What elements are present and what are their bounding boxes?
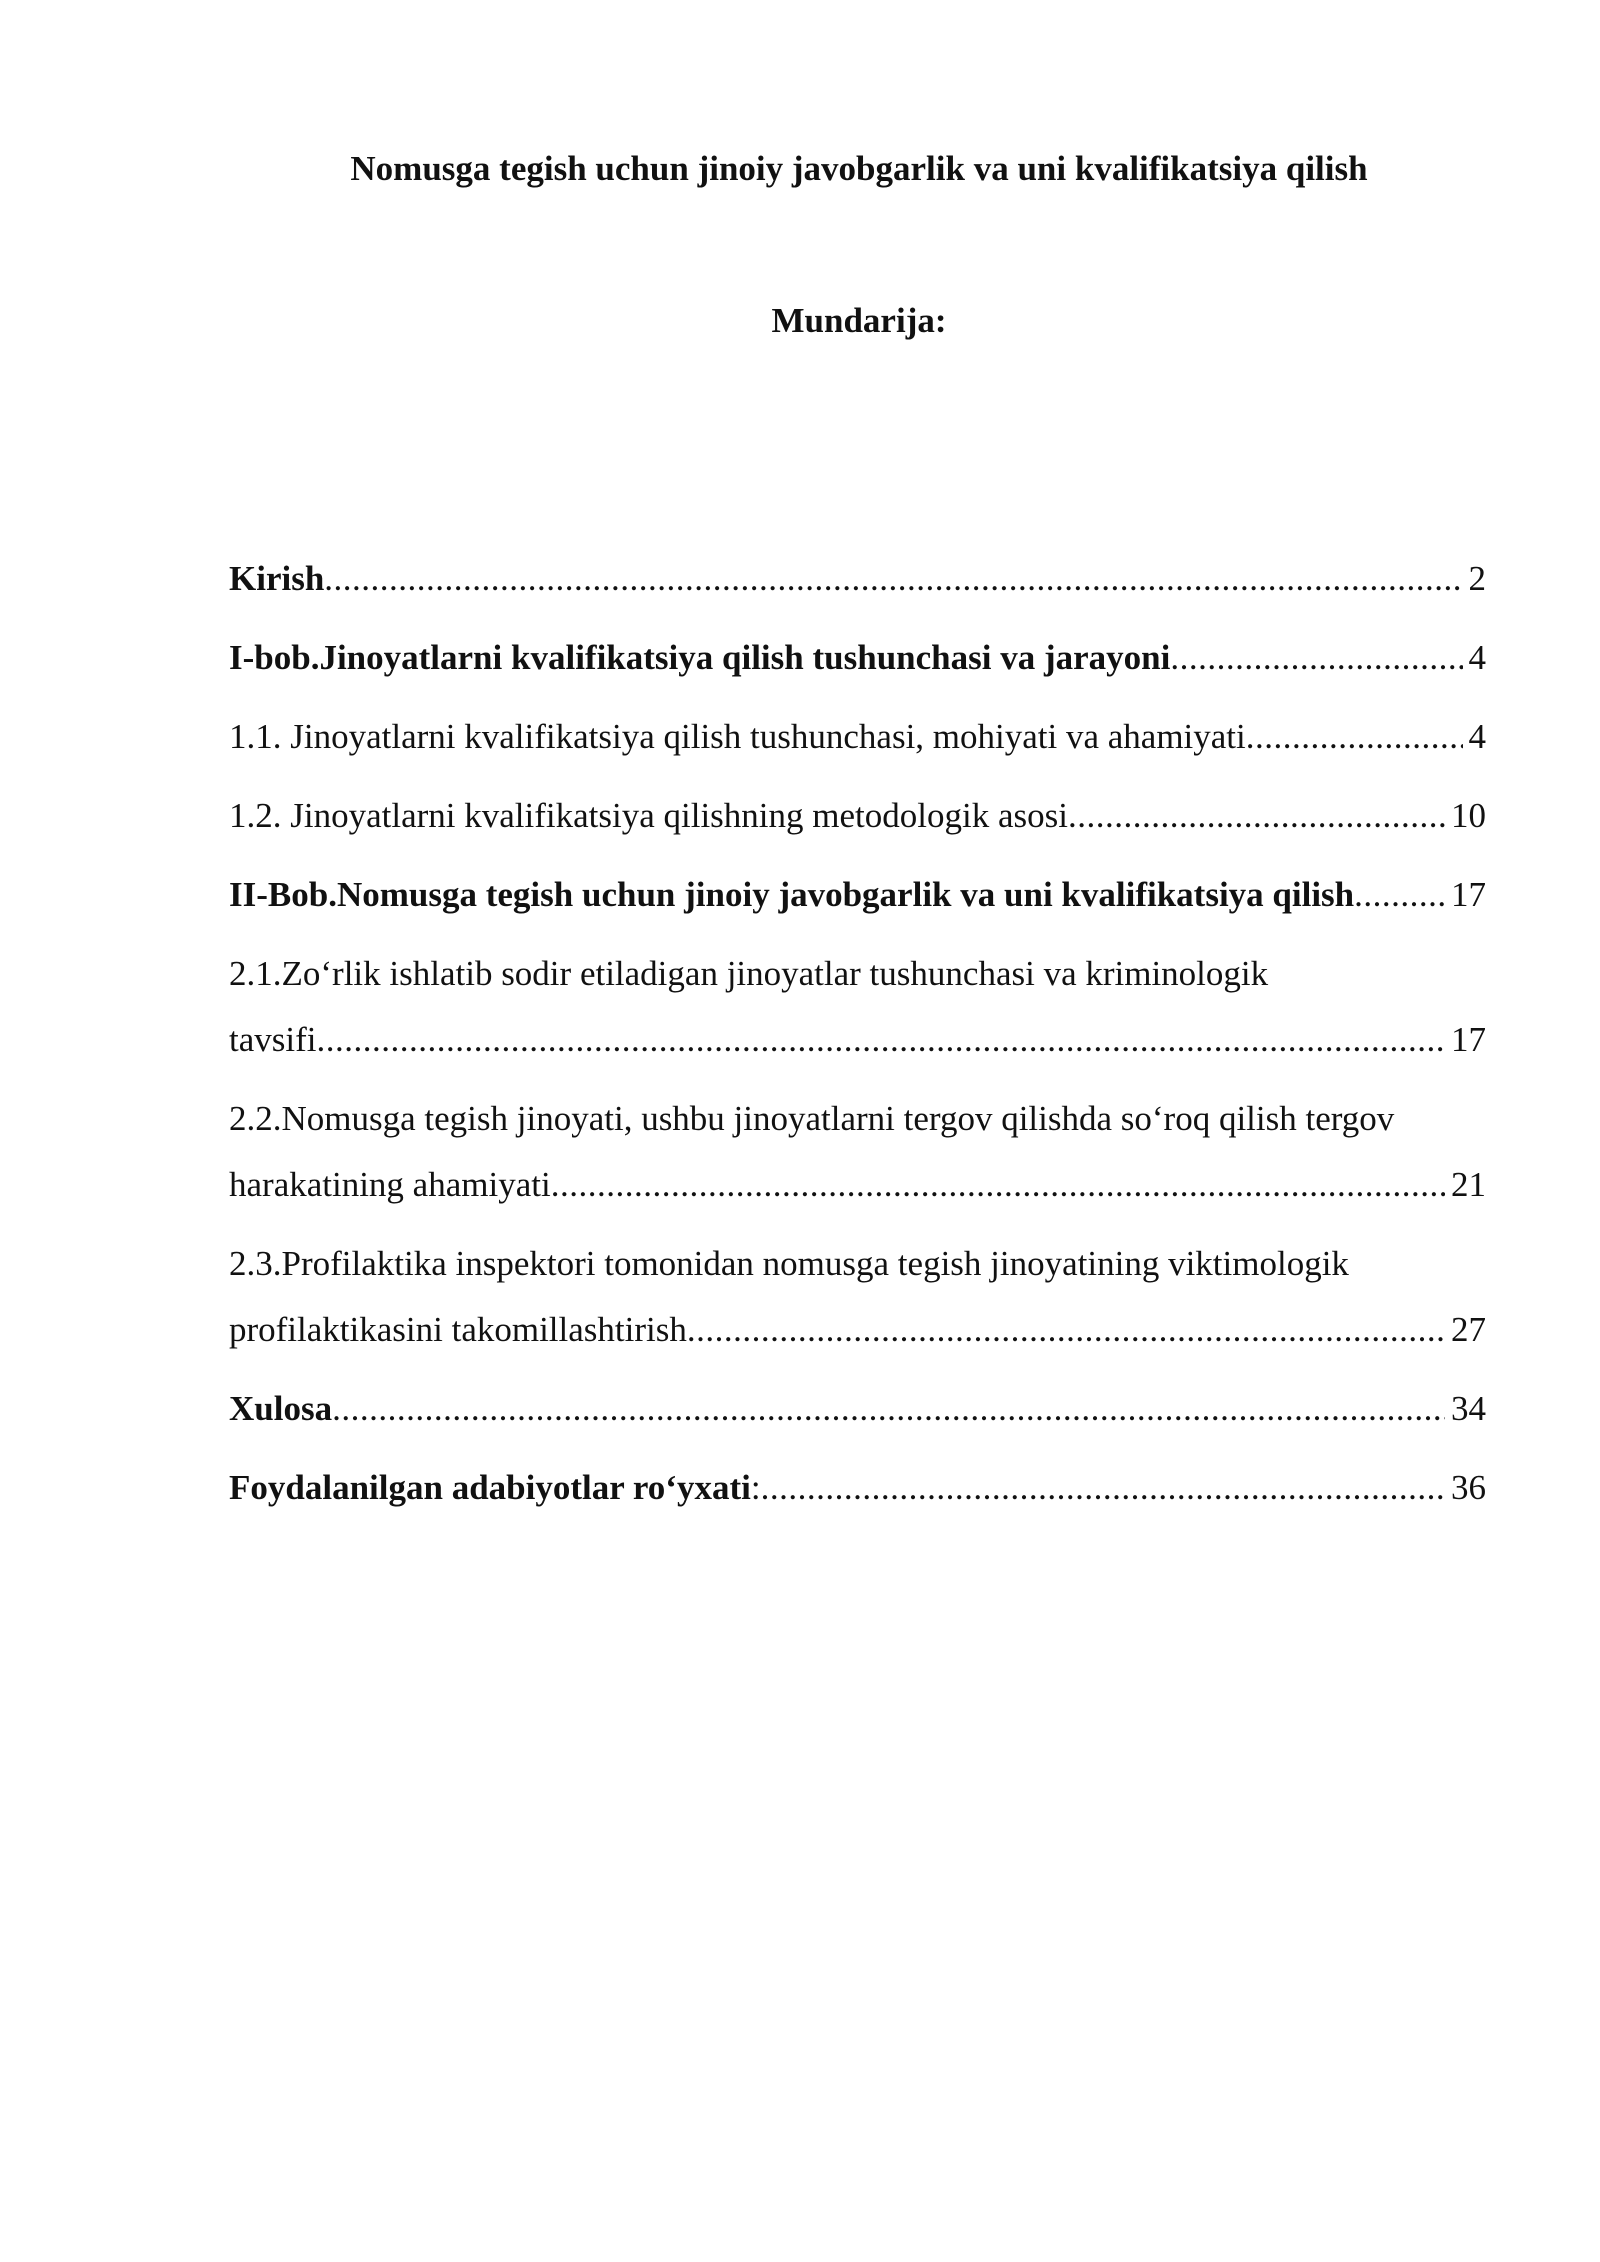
- toc-entry-chapter-1[interactable]: [229, 625, 1486, 691]
- toc-page-number: 34: [1451, 1389, 1486, 1428]
- dot-leader: [761, 1455, 1445, 1521]
- toc-entry-label: Xulosa: [229, 1389, 333, 1428]
- dot-leader: [1170, 625, 1462, 691]
- toc-page-number: 4: [1468, 717, 1486, 756]
- toc-entry-label-suffix: :: [750, 1468, 761, 1507]
- toc-entry-label-line-2: tavsifi: [229, 1020, 317, 1059]
- dot-leader: [687, 1297, 1445, 1363]
- toc-page-number: 10: [1451, 796, 1486, 835]
- toc-entry-section-2-1[interactable]: [229, 941, 1486, 1073]
- toc-entry-last-line: [229, 1152, 1486, 1218]
- table-of-contents: [229, 546, 1486, 1534]
- toc-entry-section-1-1[interactable]: [229, 704, 1486, 770]
- toc-entry-label-line-2: harakatining ahamiyati: [229, 1165, 551, 1204]
- toc-entry-section-2-2[interactable]: [229, 1086, 1486, 1218]
- toc-entry-references[interactable]: [229, 1455, 1486, 1521]
- toc-entry-label-line-2: profilaktikasini takomillashtirish: [229, 1310, 687, 1349]
- dot-leader: [1354, 862, 1445, 928]
- toc-page-number: 27: [1451, 1310, 1486, 1349]
- toc-page-number: 36: [1451, 1468, 1486, 1507]
- toc-entry-xulosa[interactable]: [229, 1376, 1486, 1442]
- toc-entry-last-line: [229, 1007, 1486, 1073]
- dot-leader: [1068, 783, 1445, 849]
- toc-heading: Mundarija:: [771, 301, 947, 340]
- toc-page-number: 17: [1451, 875, 1486, 914]
- toc-entry-label-line-1: 2.2.Nomusga tegish jinoyati, ushbu jinoyatlarni tergov qilishda so‘roq qilish tergov: [229, 1099, 1395, 1138]
- toc-entry-chapter-2[interactable]: [229, 862, 1486, 928]
- toc-entry-section-2-3[interactable]: [229, 1231, 1486, 1363]
- toc-page-number: 17: [1451, 1020, 1486, 1059]
- toc-entry-label-line-1: 2.3.Profilaktika inspektori tomonidan nomusga tegish jinoyatining viktimologik: [229, 1244, 1349, 1283]
- toc-page-number: 4: [1468, 638, 1486, 677]
- dot-leader: [551, 1152, 1445, 1218]
- toc-entry-label: II-Bob.Nomusga tegish uchun jinoiy javobgarlik va uni kvalifikatsiya qilish: [229, 875, 1355, 914]
- toc-page-number: 21: [1451, 1165, 1486, 1204]
- toc-entry-label: Foydalanilgan adabiyotlar ro‘yxati: [229, 1468, 751, 1507]
- dot-leader: [324, 546, 1462, 612]
- document-title: Nomusga tegish uchun jinoiy javobgarlik va uni kvalifikatsiya qilish: [350, 149, 1368, 188]
- toc-entry-label-line-1: 2.1.Zo‘rlik ishlatib sodir etiladigan jinoyatlar tushunchasi va kriminologik: [229, 954, 1269, 993]
- toc-entry-label-wrap: [229, 1455, 761, 1521]
- dot-leader: [332, 1376, 1445, 1442]
- dot-leader: [1246, 704, 1463, 770]
- toc-entry-label: Kirish: [229, 559, 325, 598]
- toc-page-number: 2: [1468, 559, 1486, 598]
- toc-entry-last-line: [229, 1297, 1486, 1363]
- dot-leader: [316, 1007, 1445, 1073]
- toc-entry-label: I-bob.Jinoyatlarni kvalifikatsiya qilish tushunchasi va jarayoni: [229, 638, 1171, 677]
- toc-entry-section-1-2[interactable]: [229, 783, 1486, 849]
- toc-entry-kirish[interactable]: [229, 546, 1486, 612]
- toc-entry-label: 1.1. Jinoyatlarni kvalifikatsiya qilish tushunchasi, mohiyati va ahamiyati: [229, 717, 1246, 756]
- toc-entry-label: 1.2. Jinoyatlarni kvalifikatsiya qilishning metodologik asosi: [229, 796, 1068, 835]
